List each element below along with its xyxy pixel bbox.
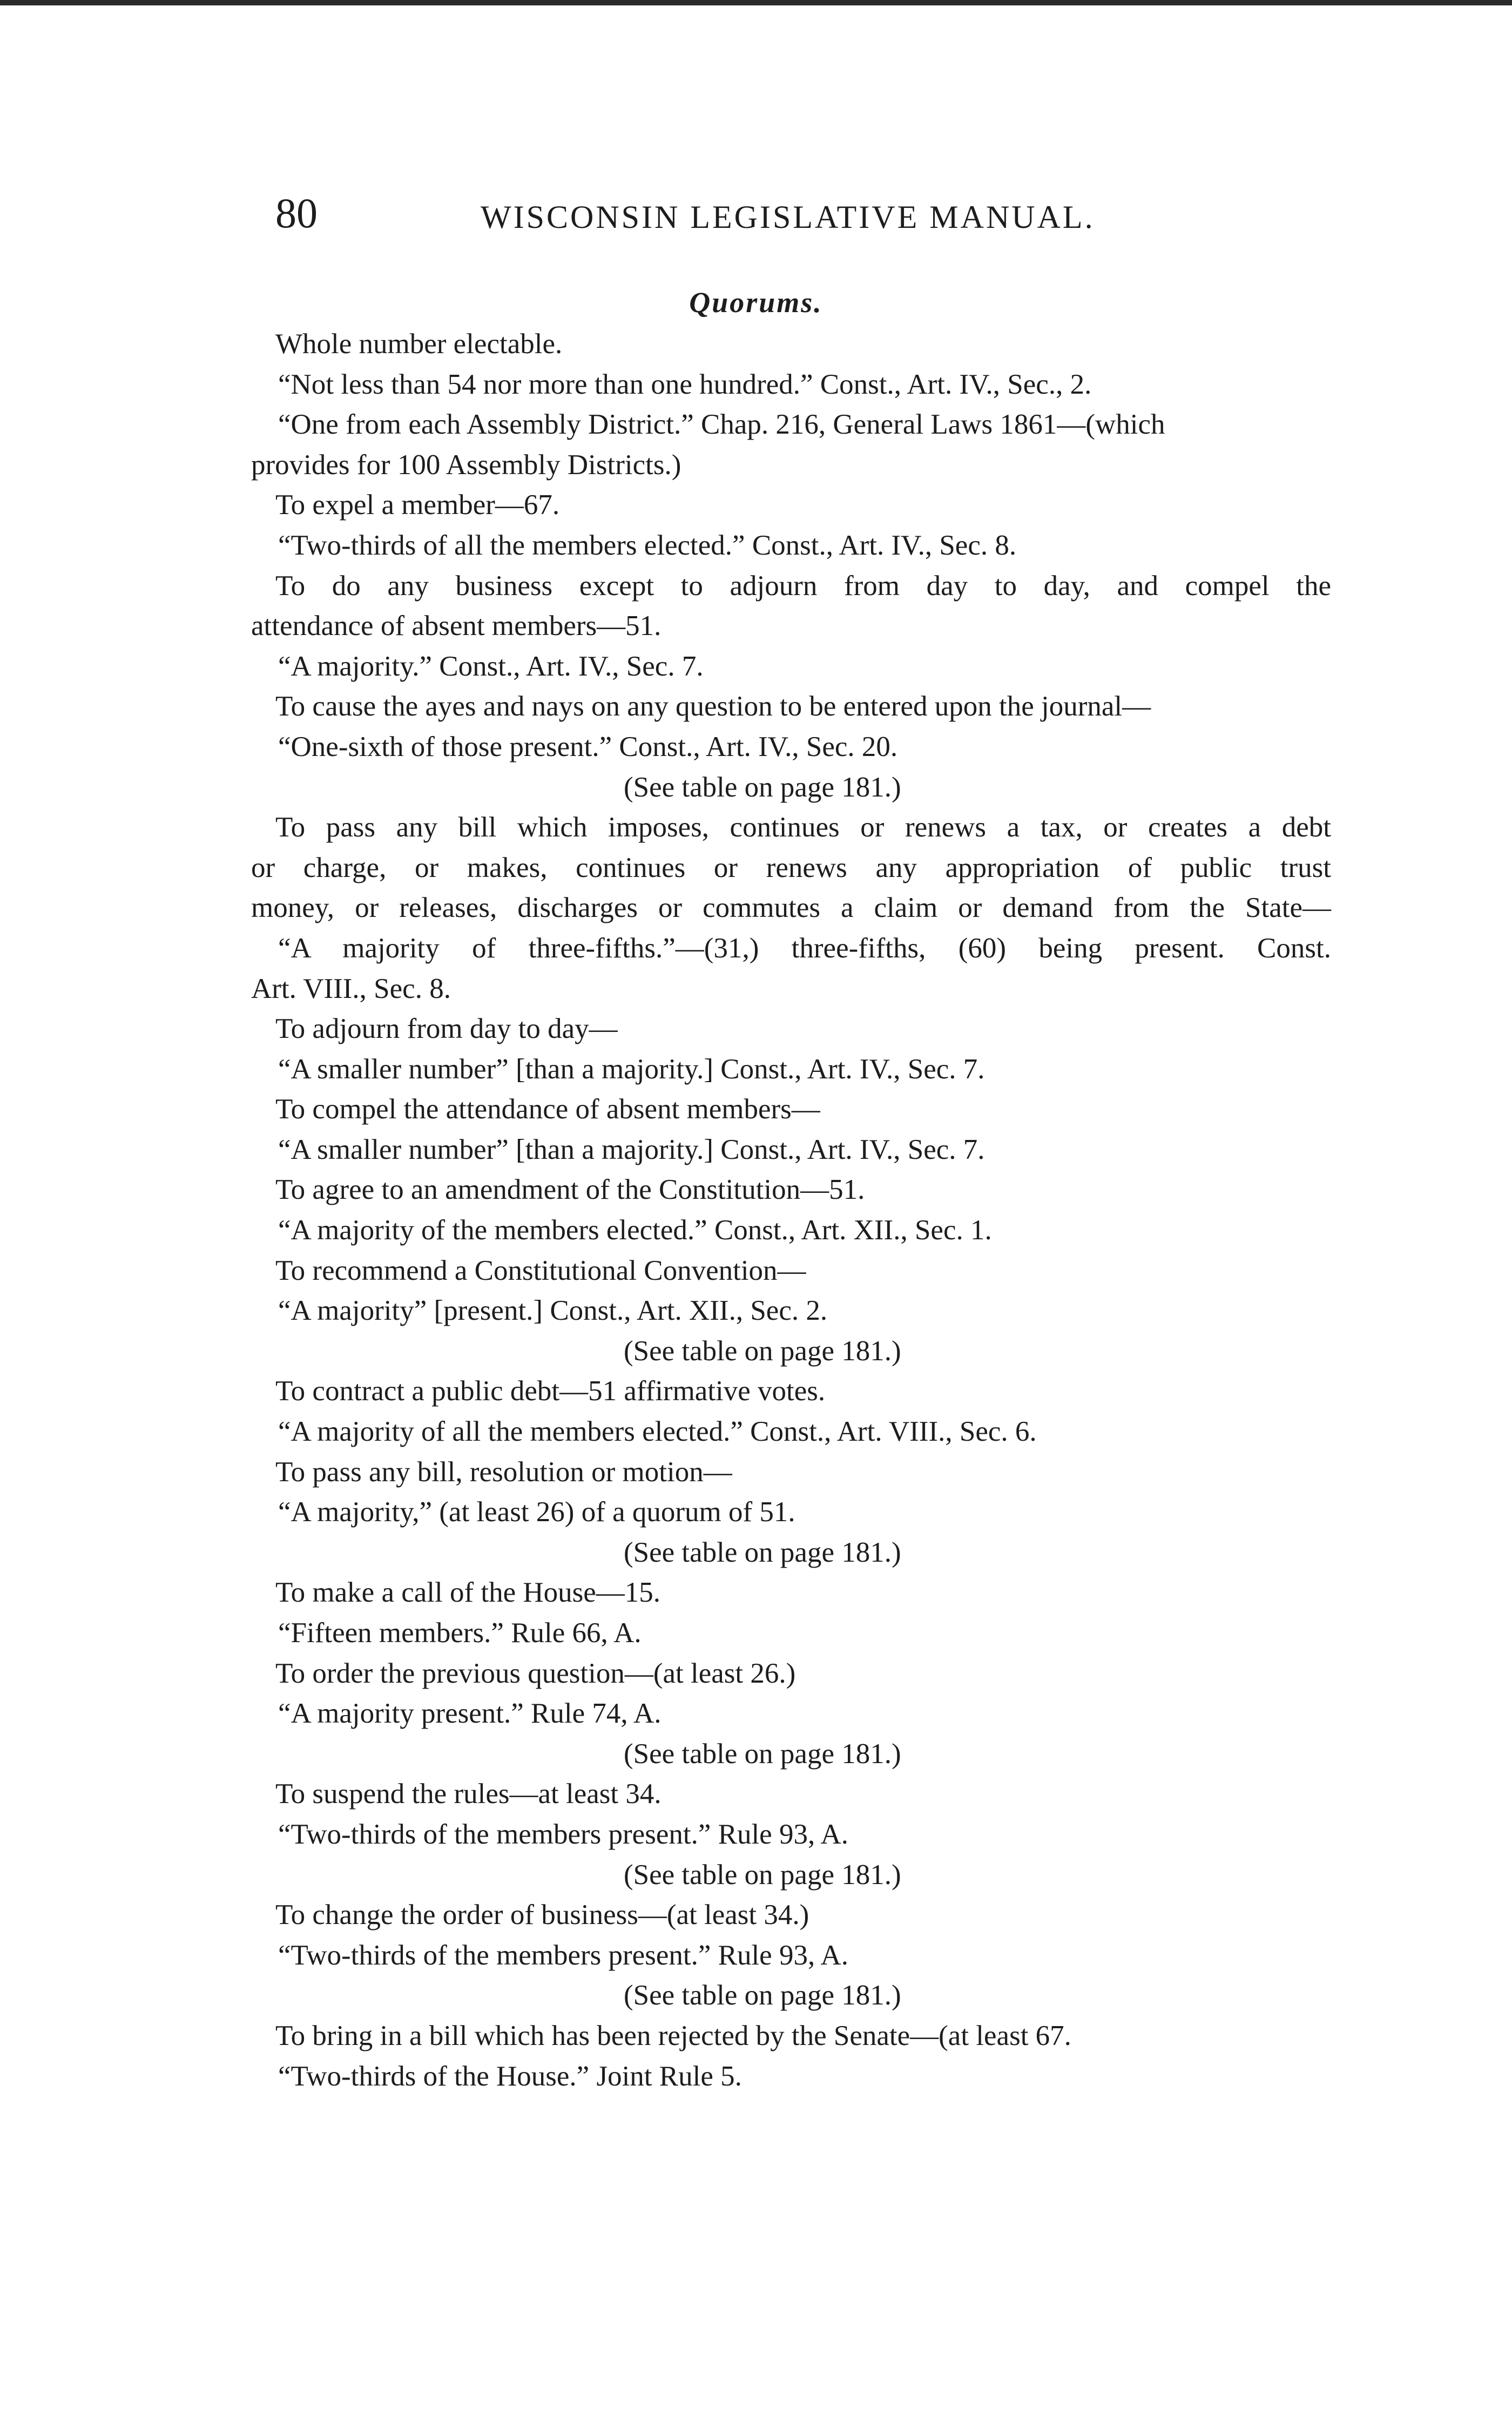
section-title: Quorums. xyxy=(689,286,823,319)
text-line: or charge, or makes, continues or renews any appropriation of public trust xyxy=(251,852,1331,883)
text-line: “A smaller number” [than a majority.] Const., Art. IV., Sec. 7. xyxy=(278,1133,985,1165)
running-title: WISCONSIN LEGISLATIVE MANUAL. xyxy=(481,199,1095,235)
text-line: “A smaller number” [than a majority.] Const., Art. IV., Sec. 7. xyxy=(278,1053,985,1085)
text-line: “Not less than 54 nor more than one hundred.” Const., Art. IV., Sec., 2. xyxy=(278,368,1092,400)
text-line: “A majority,” (at least 26) of a quorum of 51. xyxy=(278,1496,795,1528)
text-line: To recommend a Constitutional Convention— xyxy=(275,1254,806,1286)
text-line: To suspend the rules—at least 34. xyxy=(275,1778,662,1810)
text-line: To contract a public debt—51 affirmative votes. xyxy=(275,1375,826,1407)
see-table-reference: (See table on page 181.) xyxy=(624,1738,901,1770)
text-line: Whole number electable. xyxy=(275,328,563,360)
text-line: money, or releases, discharges or commutes a claim or demand from the State— xyxy=(251,892,1331,924)
text-line: To pass any bill which imposes, continues or renews a tax, or creates a debt xyxy=(275,812,1331,843)
text-line: To compel the attendance of absent members— xyxy=(275,1094,820,1125)
scan-edge xyxy=(0,0,1512,5)
text-line: “Two-thirds of the members present.” Rule 93, A. xyxy=(278,1939,849,1971)
text-line: Art. VIII., Sec. 8. xyxy=(251,973,451,1004)
text-line: “A majority.” Const., Art. IV., Sec. 7. xyxy=(278,650,704,682)
text-line: “Two-thirds of the members present.” Rule 93, A. xyxy=(278,1818,849,1850)
text-line: provides for 100 Assembly Districts.) xyxy=(251,449,681,481)
text-line: To change the order of business—(at least 34.) xyxy=(275,1899,809,1931)
text-line: “Two-thirds of all the members elected.” Const., Art. IV., Sec. 8. xyxy=(278,529,1017,561)
text-line: To order the previous question—(at least 26.) xyxy=(275,1657,796,1689)
text-line: “Two-thirds of the House.” Joint Rule 5. xyxy=(278,2060,742,2092)
text-line: “A majority of the members elected.” Const., Art. XII., Sec. 1. xyxy=(278,1214,992,1246)
text-line: To expel a member—67. xyxy=(275,489,560,521)
text-line: “A majority of three-fifths.”—(31,) three-fifths, (60) being present. Const. xyxy=(278,932,1331,964)
text-line: “Fifteen members.” Rule 66, A. xyxy=(278,1617,642,1649)
text-line: To cause the ayes and nays on any question to be entered upon the journal— xyxy=(275,691,1151,723)
text-line: To adjourn from day to day— xyxy=(275,1013,618,1045)
text-line: attendance of absent members—51. xyxy=(251,610,662,642)
see-table-reference: (See table on page 181.) xyxy=(624,771,901,803)
see-table-reference: (See table on page 181.) xyxy=(624,1335,901,1367)
text-line: To agree to an amendment of the Constitution—51. xyxy=(275,1174,865,1206)
text-line: “A majority present.” Rule 74, A. xyxy=(278,1698,662,1730)
see-table-reference: (See table on page 181.) xyxy=(624,1859,901,1891)
text-line: “A majority of all the members elected.” Const., Art. VIII., Sec. 6. xyxy=(278,1416,1037,1448)
text-line: To pass any bill, resolution or motion— xyxy=(275,1456,732,1488)
page-header xyxy=(275,184,1139,243)
page-number: 80 xyxy=(275,190,318,237)
text-line: “A majority” [present.] Const., Art. XII., Sec. 2. xyxy=(278,1295,828,1327)
text-line: To make a call of the House—15. xyxy=(275,1577,661,1609)
body-text xyxy=(251,324,1331,2096)
text-line: To bring in a bill which has been rejected by the Senate—(at least 67. xyxy=(275,2020,1071,2051)
text-line: “One-sixth of those present.” Const., Art. IV., Sec. 20. xyxy=(278,731,898,762)
text-line: To do any business except to adjourn from day to day, and compel the xyxy=(275,570,1331,602)
see-table-reference: (See table on page 181.) xyxy=(624,1980,901,2012)
text-line: “One from each Assembly District.” Chap. 216, General Laws 1861—(which xyxy=(278,409,1165,441)
see-table-reference: (See table on page 181.) xyxy=(624,1536,901,1568)
